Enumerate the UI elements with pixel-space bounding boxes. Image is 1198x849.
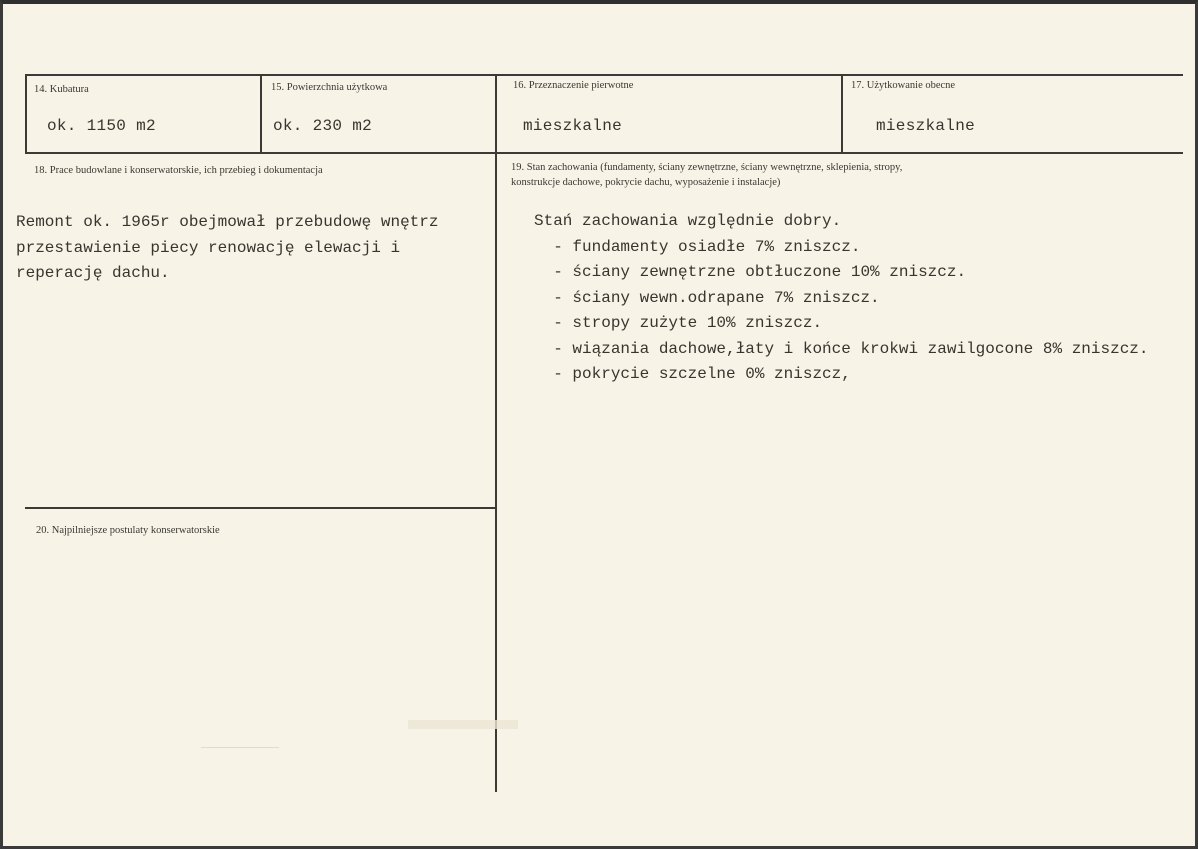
field-19-line: Stań zachowania względnie dobry.: [534, 212, 842, 230]
field-19-label-line1: 19. Stan zachowania (fundamenty, ściany zewnętrzne, ściany wewnętrzne, sklepienia, stropy,: [511, 162, 903, 173]
bleed-through-smudge: [408, 720, 518, 729]
field-18-label: 18. Prace budowlane i konserwatorskie, ich przebieg i dokumentacja: [34, 165, 323, 176]
field-17-label: 17. Użytkowanie obecne: [851, 80, 956, 91]
field-18-text: [16, 210, 438, 287]
field-16-value: mieszkalne: [523, 117, 623, 135]
field-20-label: 20. Najpilniejsze postulaty konserwatorskie: [36, 525, 220, 536]
field-19-line: - ściany zewnętrzne obtłuczone 10% zniszcz.: [534, 263, 967, 281]
field-15-label: 15. Powierzchnia użytkowa: [271, 82, 388, 93]
rule-v4: [841, 74, 843, 154]
rule-row2: [25, 152, 1183, 154]
rule-v2: [260, 74, 262, 154]
field-15-value: ok. 230 m2: [273, 117, 373, 135]
rule-top: [25, 74, 1183, 76]
field-19-line: - pokrycie szczelne 0% zniszcz,: [534, 365, 851, 383]
rule-v3: [495, 74, 497, 792]
bleed-through-smudge: [201, 747, 279, 748]
field-19-label-line2: konstrukcje dachowe, pokrycie dachu, wyposażenie i instalacje): [511, 177, 781, 188]
rule-f20: [25, 507, 495, 509]
field-19-line: - fundamenty osiadłe 7% zniszcz.: [534, 237, 861, 256]
rule-v1: [25, 74, 27, 154]
field-17-value: mieszkalne: [876, 117, 976, 135]
field-19-line: - wiązania dachowe,łaty i końce krokwi zawilgocone 8% zniszcz.: [534, 339, 1149, 358]
field-14-label: 14. Kubatura: [34, 84, 89, 95]
field-18-line: Remont ok. 1965r obejmował przebudowę wnętrz: [16, 213, 439, 231]
field-14-value: ok. 1150 m2: [47, 117, 156, 135]
field-18-line: reperację dachu.: [16, 264, 170, 282]
field-18-line: przestawienie piecy renowację elewacji i: [16, 238, 401, 257]
field-19-line: - stropy zużyte 10% zniszcz.: [534, 314, 823, 332]
field-19-text: [534, 209, 1149, 388]
field-16-label: 16. Przeznaczenie pierwotne: [513, 80, 634, 91]
field-19-line: - ściany wewn.odrapane 7% zniszcz.: [534, 288, 880, 307]
